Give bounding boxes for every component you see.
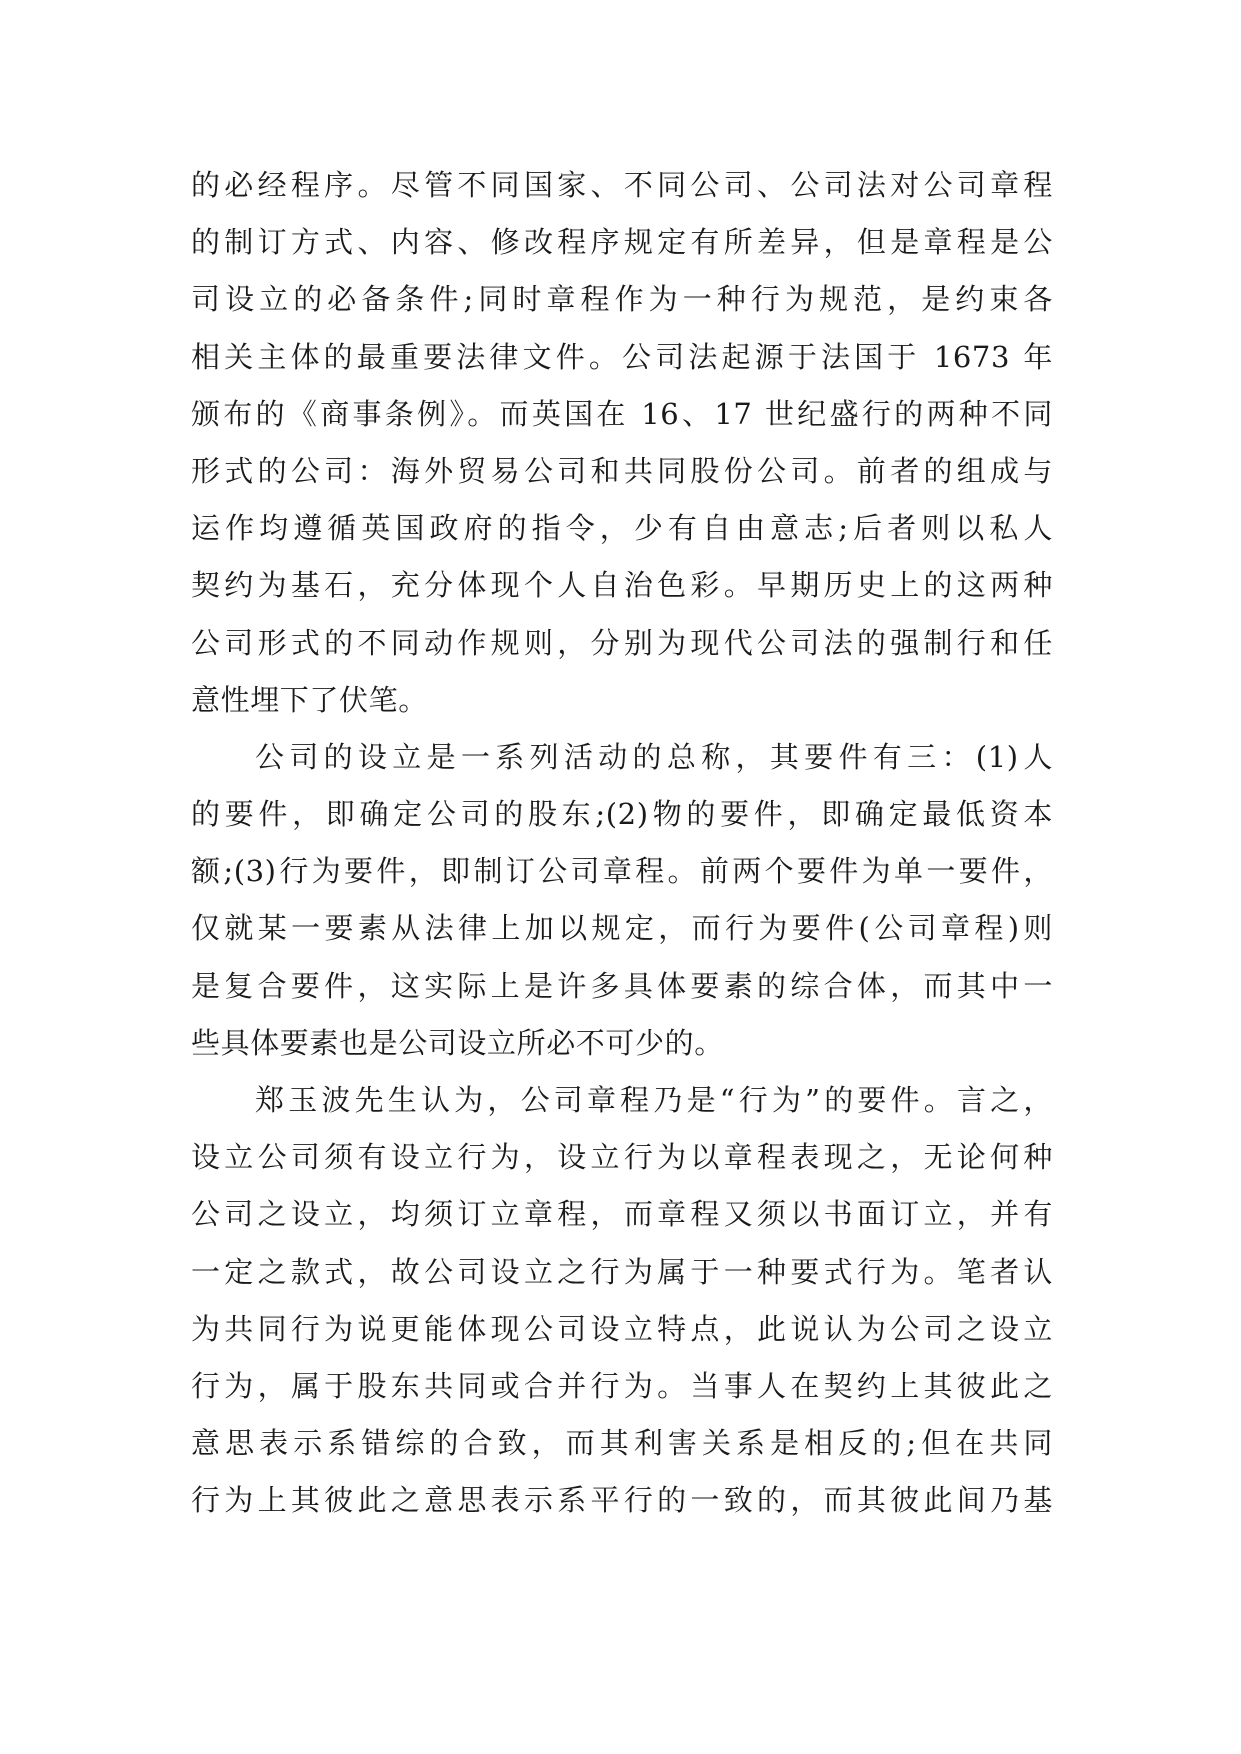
body-text [191, 157, 1053, 1530]
text-line: 一定之款式，故公司设立之行为属于一种要式行为。笔者认 [191, 1254, 1053, 1289]
text-line: 郑玉波先生认为，公司章程乃是“行为”的要件。言之， [255, 1083, 1053, 1117]
text-line: 形式的公司：海外贸易公司和共同股份公司。前者的组成与 [191, 453, 1053, 488]
text-line: 相关主体的最重要法律文件。公司法起源于法国于 1673 年 [191, 339, 1053, 374]
text-line: 司设立的必备条件;同时章程作为一种行为规范，是约束各 [191, 282, 1053, 317]
text-line: 额;(3)行为要件，即制订公司章程。前两个要件为单一要件， [191, 854, 1053, 889]
text-line: 些具体要素也是公司设立所必不可少的。 [191, 1025, 724, 1060]
text-line: 行为上其彼此之意思表示系平行的一致的，而其彼此间乃基 [191, 1483, 1053, 1518]
text-line: 为共同行为说更能体现公司设立特点，此说认为公司之设立 [191, 1311, 1053, 1346]
text-line: 运作均遵循英国政府的指令，少有自由意志;后者则以私人 [191, 511, 1053, 546]
text-line: 的要件，即确定公司的股东;(2)物的要件，即确定最低资本 [191, 797, 1053, 832]
text-line: 设立公司须有设立行为，设立行为以章程表现之，无论何种 [191, 1140, 1053, 1175]
text-line: 意性埋下了伏笔。 [191, 682, 428, 717]
text-line: 的必经程序。尽管不同国家、不同公司、公司法对公司章程 [191, 168, 1053, 202]
text-line: 公司形式的不同动作规则，分别为现代公司法的强制行和任 [191, 625, 1053, 660]
text-line: 是复合要件，这实际上是许多具体要素的综合体，而其中一 [191, 968, 1053, 1003]
text-line: 公司之设立，均须订立章程，而章程又须以书面订立，并有 [191, 1197, 1053, 1232]
text-line: 仅就某一要素从法律上加以规定，而行为要件(公司章程)则 [191, 911, 1053, 946]
text-line: 意思表示系错综的合致，而其利害关系是相反的;但在共同 [191, 1426, 1053, 1461]
text-line: 行为，属于股东共同或合并行为。当事人在契约上其彼此之 [191, 1368, 1053, 1403]
text-line: 契约为基石，充分体现个人自治色彩。早期历史上的这两种 [191, 568, 1053, 603]
text-line: 的制订方式、内容、修改程序规定有所差异，但是章程是公 [191, 225, 1053, 260]
text-line: 公司的设立是一系列活动的总称，其要件有三：(1)人 [255, 739, 1053, 774]
text-line: 颁布的《商事条例》。而英国在 16、17 世纪盛行的两种不同 [191, 396, 1053, 431]
